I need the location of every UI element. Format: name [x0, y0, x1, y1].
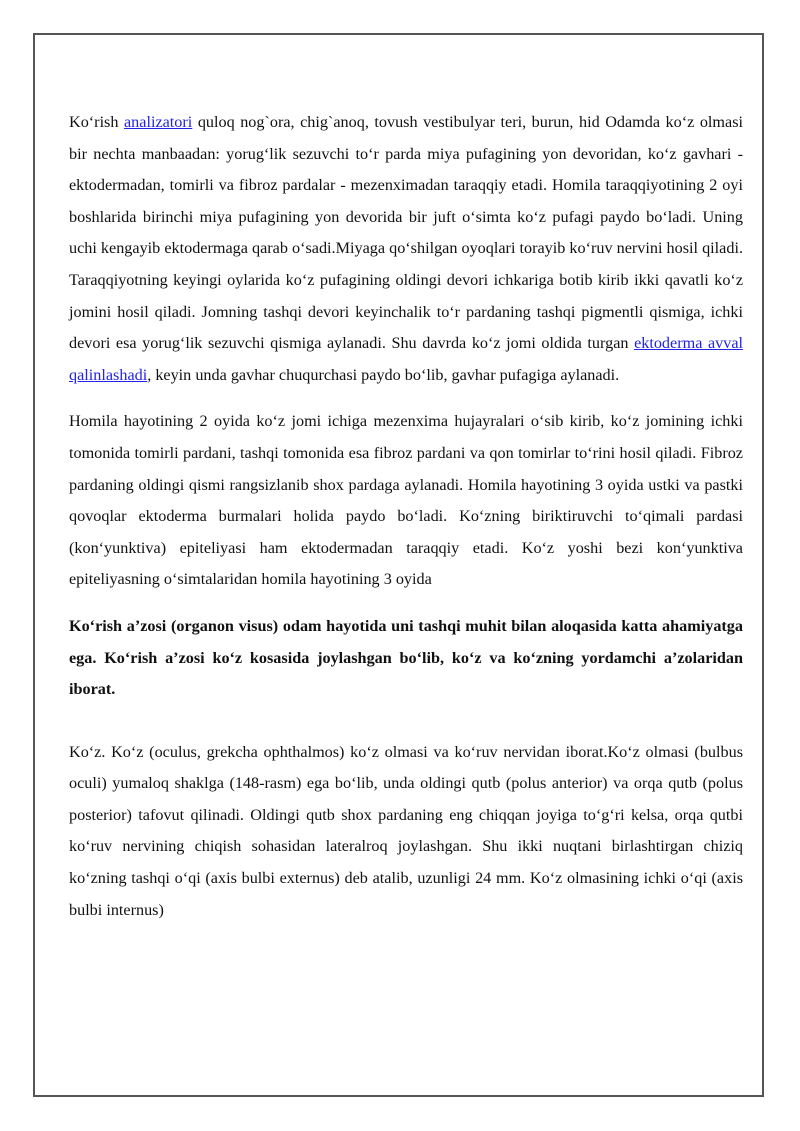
paragraph-1-text-start: Ko‘rish [69, 113, 124, 131]
paragraph-1-text-middle: quloq nog`ora, chig`anoq, tovush vestibulyar teri, burun, hid Odamda ko‘z olmasi bir nechta manbaadan: yorug‘lik sezuvchi to‘r parda miya pufagining yon devoridan, ko‘z gavhari -ektodermadan, tomirli va fibroz pardalar - mezenximadan taraqqiy etadi. Homila taraqqiyotining 2 oyi boshlarida birinchi miya pufagining yon devorida bir juft o‘simta ko‘z pufagi paydo bo‘ladi. Uning uchi kengayib ektodermaga qarab o‘sadi.Miyaga qo‘shilgan oyoqlari torayib ko‘ruv nervini hosil qiladi. Taraqqiyotning keyingi oylarida ko‘z pufagining oldingi devori ichkariga botib kirib ikki qavatli ko‘z jomini hosil qiladi. Jomning tashqi devori keyinchalik to‘r pardaning tashqi pigmentli qismiga, ichki devori esa yorug‘lik sezuvchi qismiga aylanadi. Shu davrda ko‘z jomi oldida turgan [69, 113, 743, 353]
link-analizatori[interactable]: analizatori [123, 113, 193, 131]
paragraph-4: Ko‘z. Ko‘z (oculus, grekcha ophthalmos) ko‘z olmasi va ko‘ruv nervidan iborat.Ko‘z olmasi (bulbus oculi) yumaloq shaklga (148-rasm) ega bo‘lib, unda oldingi qutb (polus anterior) va orqa qutb (polus posterior) tafovut qilinadi. Oldingi qutb shox pardaning eng chiqqan joyiga to‘g‘ri kelsa, orqa qutbi ko‘ruv nervining chiqish sohasidan lateralroq joylashgan. Shu ikki nuqtani birlashtirgan chiziq ko‘zning tashqi o‘qi (axis bulbi externus) deb atalib, uzunligi 24 mm. Ko‘z olmasining ichki o‘qi (axis bulbi internus) [69, 742, 743, 919]
document-page [33, 33, 764, 1097]
link-ektoderma[interactable]: ektoderma avval qalinlashadi [69, 334, 744, 384]
paragraph-2: Homila hayotining 2 oyida ko‘z jomi ichiga mezenxima hujayralari o‘sib kirib, ko‘z jomining ichki tomonida tomirli pardani, tashqi tomonida esa fibroz pardani va qon tomirlar to‘rini hosil qiladi. Fibroz pardaning oldingi qismi rangsizlanib shox pardaga aylanadi. Homila hayotining 3 oyida ustki va pastki qovoqlar ektoderma burmalari holida paydo bo‘ladi. Ko‘zning biriktiruvchi to‘qimali pardasi (kon‘yunktiva) epiteliyasi ham ektodermadan taraqqiy etadi. Ko‘z yoshi bezi kon‘yunktiva epiteliyasning o‘simtalaridan homila hayotining 3 oyida [69, 412, 743, 589]
paragraph-3-bold: Ko‘rish a’zosi (organon visus) odam hayotida uni tashqi muhit bilan aloqasida katta ahamiyatga ega. Ko‘rish a’zosi ko‘z kosasida joylashgan bo‘lib, ko‘z va ko‘zning yordamchi a’zolaridan iborat. [69, 616, 743, 699]
document-body [69, 107, 743, 926]
paragraph-1 [69, 107, 743, 391]
paragraph-1-text-end: , keyin unda gavhar chuqurchasi paydo bo‘lib, gavhar pufagiga aylanadi. [147, 365, 620, 384]
